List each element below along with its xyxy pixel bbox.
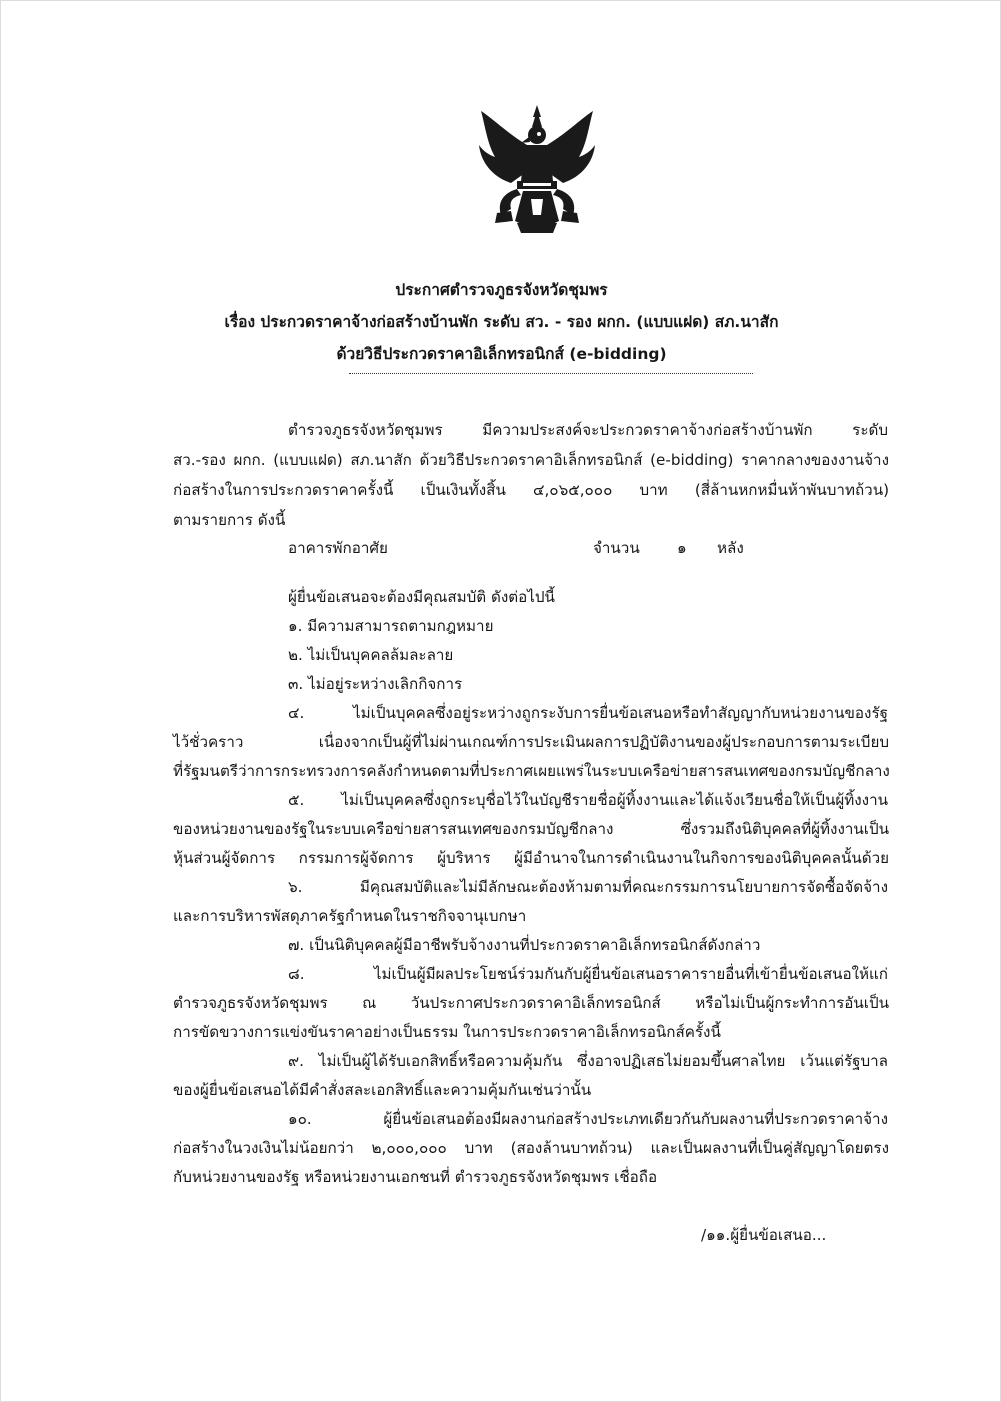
qualification-line: และการบริหารพัสดุภาครัฐกำหนดในราชกิจจานุเบกษา: [173, 907, 527, 925]
qualification-line: กับหน่วยงานของรัฐ หรือหน่วยงานเอกชนที่ ตำรวจภูธรจังหวัดชุมพร เชื่อถือ: [173, 1168, 658, 1186]
qualification-line: ๖. มีคุณสมบัติและไม่มีลักษณะต้องห้ามตามที่คณะกรรมการนโยบายการจัดซื้อจัดจ้าง: [288, 878, 888, 896]
announcement-subject: เรื่อง ประกวดราคาจ้างก่อสร้างบ้านพัก ระดับ สว. - รอง ผกก. (แบบแฝด) สภ.นาสัก: [224, 313, 779, 331]
qualification-line: ๗. เป็นนิติบุคคลผู้มีอาชีพรับจ้างงานที่ประกวดราคาอิเล็กทรอนิกส์ดังกล่าว: [288, 936, 761, 954]
qualification-line: ๙. ไม่เป็นผู้ได้รับเอกสิทธิ์หรือความคุ้มกัน ซึ่งอาจปฏิเสธไม่ยอมขึ้นศาลไทย เว้นแต่รัฐบาล: [288, 1052, 888, 1070]
qualification-line: ตำรวจภูธรจังหวัดชุมพร ณ วันประกาศประกวดราคาอิเล็กทรอนิกส์ หรือไม่เป็นผู้กระทำการอันเป็น: [173, 994, 889, 1012]
qualification-line: ที่รัฐมนตรีว่าการกระทรวงการคลังกำหนดตามที่ประกาศเผยแพร่ในระบบเครือข่ายสารสนเทศของกรมบัญชีกลาง: [173, 762, 890, 780]
qualification-line: หุ้นส่วนผู้จัดการ กรรมการผู้จัดการ ผู้บริหาร ผู้มีอำนาจในการดำเนินงานในกิจการของนิติบุคคลนั้นด้วย: [173, 849, 889, 867]
qualification-line: ๒. ไม่เป็นบุคคลล้มละลาย: [288, 646, 454, 664]
qualification-line: ๑. มีความสามารถตามกฎหมาย: [288, 617, 494, 635]
qualification-line: ของหน่วยงานของรัฐในระบบเครือข่ายสารสนเทศของกรมบัญชีกลาง ซึ่งรวมถึงนิติบุคคลที่ผู้ทิ้งงานเป็น: [173, 820, 889, 838]
announcement-title: ประกาศตำรวจภูธรจังหวัดชุมพร: [395, 281, 608, 299]
qualification-line: ๘. ไม่เป็นผู้มีผลประโยชน์ร่วมกันกับผู้ยื่นข้อเสนอราคารายอื่นที่เข้ายื่นข้อเสนอให้แก่: [288, 965, 888, 983]
garuda-emblem: [467, 103, 607, 235]
qualification-line: ๑๐. ผู้ยื่นข้อเสนอต้องมีผลงานก่อสร้างประเภทเดียวกันกับผลงานที่ประกวดราคาจ้าง: [288, 1110, 888, 1128]
qualifications-heading: ผู้ยื่นข้อเสนอจะต้องมีคุณสมบัติ ดังต่อไปนี้: [288, 588, 555, 606]
intro-line: ก่อสร้างในการประกวดราคาครั้งนี้ เป็นเงินทั้งสิ้น ๔,๐๖๕,๐๐๐ บาท (สี่ล้านหกหมื่นห้าพันบาทถ้วน): [173, 481, 889, 499]
item-qty: ๑: [677, 539, 687, 557]
qualification-line: การขัดขวางการแข่งขันราคาอย่างเป็นธรรม ในการประกวดราคาอิเล็กทรอนิกส์ครั้งนี้: [173, 1023, 721, 1041]
announcement-method: ด้วยวิธีประกวดราคาอิเล็กทรอนิกส์ (e-bidding): [336, 345, 667, 363]
item-unit: หลัง: [717, 539, 744, 557]
qualification-line: ก่อสร้างในวงเงินไม่น้อยกว่า ๒,๐๐๐,๐๐๐ บาท (สองล้านบาทถ้วน) และเป็นผลงานที่เป็นคู่สัญญาโดยตรง: [173, 1139, 889, 1157]
intro-line: ตำรวจภูธรจังหวัดชุมพร มีความประสงค์จะประกวดราคาจ้างก่อสร้างบ้านพัก ระดับ: [288, 421, 888, 439]
qualification-line: ไว้ชั่วคราว เนื่องจากเป็นผู้ที่ไม่ผ่านเกณฑ์การประเมินผลการปฏิบัติงานของผู้ประกอบการตามระเบียบ: [173, 733, 889, 751]
qualification-line: ๕. ไม่เป็นบุคคลซึ่งถูกระบุชื่อไว้ในบัญชีรายชื่อผู้ทิ้งงานและได้แจ้งเวียนชื่อให้เป็นผู้ทิ้งงาน: [288, 791, 888, 809]
qualification-line: ของผู้ยื่นข้อเสนอได้มีคำสั่งสละเอกสิทธิ์และความคุ้มกันเช่นว่านั้น: [173, 1081, 592, 1099]
qualification-line: ๓. ไม่อยู่ระหว่างเลิกกิจการ: [288, 675, 463, 693]
continued-note: /๑๑.ผู้ยื่นข้อเสนอ...: [701, 1226, 827, 1244]
item-name: อาคารพักอาศัย: [288, 539, 388, 557]
item-qty-label: จำนวน: [593, 539, 640, 557]
intro-line: สว.-รอง ผกก. (แบบแฝด) สภ.นาสัก ด้วยวิธีประกวดราคาอิเล็กทรอนิกส์ (e-bidding) ราคากลางของงานจ้าง: [173, 451, 889, 469]
qualification-line: ๔. ไม่เป็นบุคคลซึ่งอยู่ระหว่างถูกระงับการยื่นข้อเสนอหรือทำสัญญากับหน่วยงานของรัฐ: [288, 704, 888, 722]
intro-line: ตามรายการ ดังนี้: [173, 511, 286, 529]
dotted-divider: [349, 373, 753, 374]
